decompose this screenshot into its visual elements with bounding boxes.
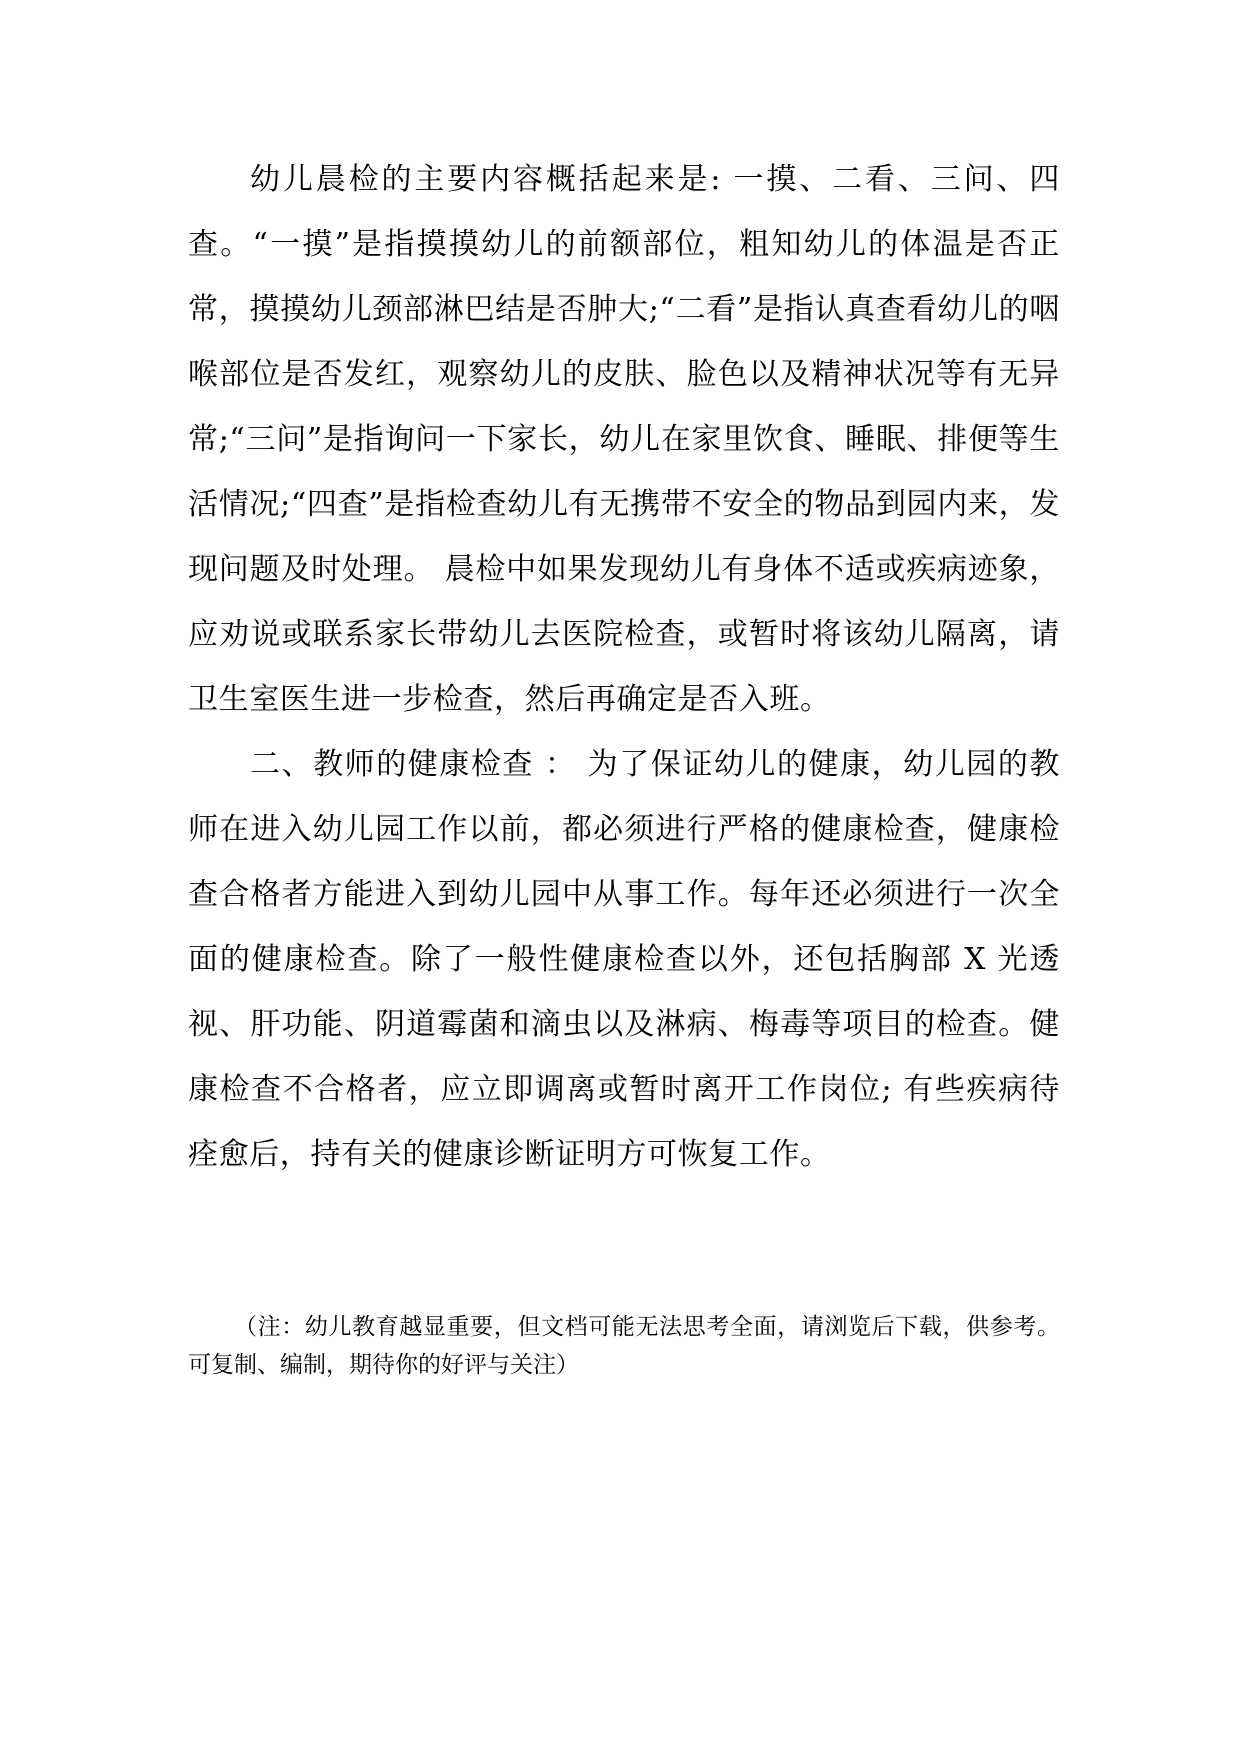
paragraph-morning-check: 幼儿晨检的主要内容概括起来是: 一摸、二看、三问、四查。“一摸”是指摸摸幼儿的前额部位，粗知幼儿的体温是否正常，摸摸幼儿颈部淋巴结是否肿大;“二看”是指认真查看幼儿的咽喉部位是否发红，观察幼儿的皮肤、脸色以及精神状况等有无异常;“三问”是指询问一下家长，幼儿在家里饮食、睡眠、排便等生活情况;“四查”是指检查幼儿有无携带不安全的物品到园内来，发现问题及时处理。 晨检中如果发现幼儿有身体不适或疾病迹象，应劝说或联系家长带幼儿去医院检查，或暂时将该幼儿隔离，请卫生室医生进一步检查，然后再确定是否入班。 <box>188 162 1060 717</box>
document-body <box>188 147 1060 1187</box>
paragraph-teacher-health-check: 二、教师的健康检查 ： 为了保证幼儿的健康，幼儿园的教师在进入幼儿园工作以前，都必须进行严格的健康检查，健康检查合格者方能进入到幼儿园中从事工作。每年还必须进行一次全面的健康检查。除了一般性健康检查以外，还包括胸部 X 光透视、肝功能、阴道霉菌和滴虫以及淋病、梅毒等项目的检查。健康检查不合格者，应立即调离或暂时离开工作岗位; 有些疾病待痊愈后，持有关的健康诊断证明方可恢复工作。 <box>188 747 1060 1172</box>
note-text: （注：幼儿教育越显重要，但文档可能无法思考全面，请浏览后下载，供参考。可复制、编制，期待你的好评与关注） <box>188 1314 1060 1378</box>
document-note <box>188 1308 1060 1384</box>
